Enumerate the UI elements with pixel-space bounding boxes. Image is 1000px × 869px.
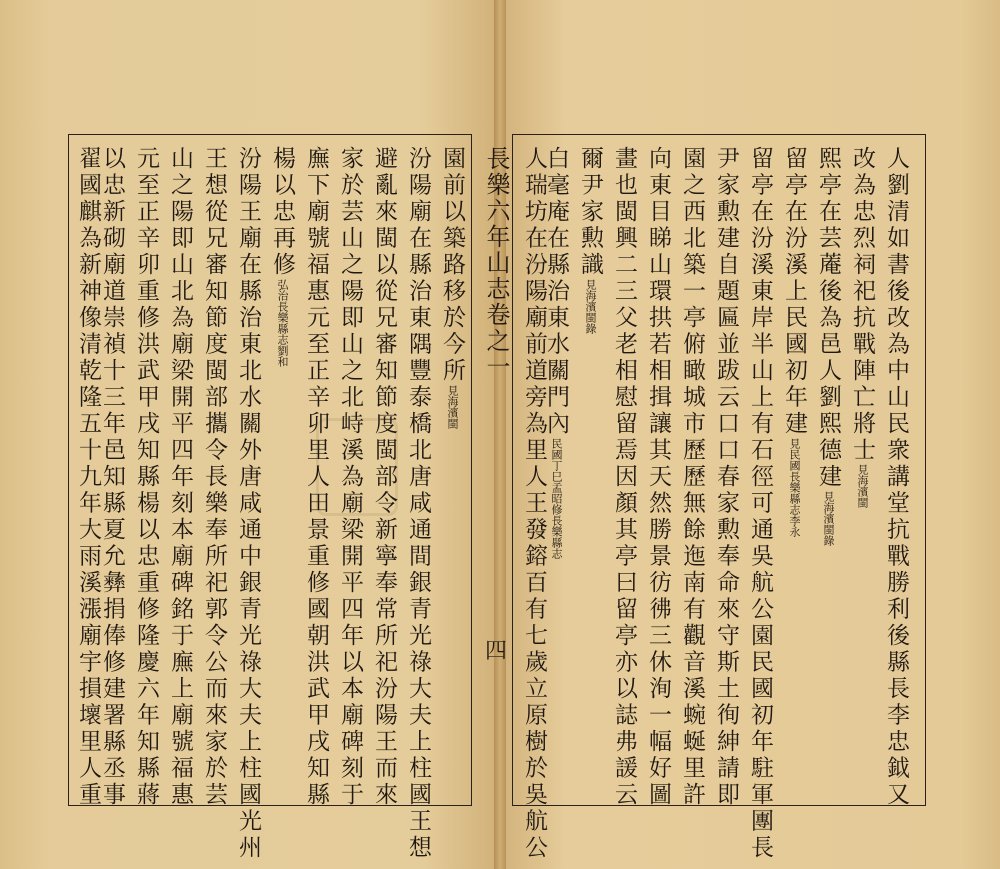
right-col-1: 人劉清如書後改為中山民衆講堂抗戰勝利後縣長李忠鉞又 <box>883 146 909 809</box>
left-col-4: 家於芸山之陽即山之北峙溪為廟梁開平四年以本廟碑刻于 <box>337 146 363 809</box>
left-col-5: 廡下廟號福惠元至正辛卯里人田景重修國朝洪武甲戌知縣 <box>303 146 329 809</box>
annotation-note: 見民國長樂縣志李永 <box>788 437 801 537</box>
right-col-6: 尹家勲建自題匾並跋云口口春家勲奉命來守斯土徇紳請即 <box>713 146 739 809</box>
right-col-3: 熙亭在芸蓭後為邑人劉熙德建見海濱閩錄 <box>815 146 841 546</box>
left-col-2: 汾陽廟在縣治東隅豐泰橋北唐咸通間銀青光祿大夫上柱國王想 <box>405 146 431 862</box>
right-col-4: 留亭在汾溪上民國初年建見民國長樂縣志李永 <box>781 146 807 537</box>
right-col-2: 改為忠烈祠祀抗戰陣亡將士見海濱閩 <box>849 146 875 508</box>
annotation-note: 弘治長樂縣志劉和 <box>276 278 289 367</box>
folio-number: 四 <box>484 639 507 664</box>
running-title: 長樂六年山志卷之一 <box>482 146 510 380</box>
left-col-9: 山之陽即山北為廟梁開平四年刻本廟碑銘于廡上廟號福惠 <box>167 146 193 809</box>
book-gutter <box>494 0 506 869</box>
annotation-note: 見海濱閩 <box>856 464 869 508</box>
left-col-7: 汾陽王廟在縣治東北水關外唐咸通中銀青光祿大夫上柱國光州 <box>235 146 261 862</box>
left-col-10: 元至正辛卯重修洪武甲戌知縣楊以忠重修隆慶六年知縣蔣 <box>133 146 159 809</box>
left-col-8: 王想從兄審知節度閩部攜令長樂奉所祀郭令公而來家於芸 <box>201 146 227 809</box>
annotation-note: 見海濱閩錄 <box>822 490 835 546</box>
left-col-6: 楊以忠再修弘治長樂縣志劉和 <box>269 146 295 367</box>
left-col-1: 園前以築路移於今所見海濱閩 <box>439 146 465 429</box>
annotation-note: 見海濱閩 <box>446 384 459 429</box>
right-col-9: 畫也閩興二三父老相慰留焉因顏其亭曰留亭亦以誌弗諼云 <box>611 146 637 809</box>
right-col-12: 人瑞坊在汾陽廟前道旁為里人王發鎔百有七歲立原樹於吳航公 <box>521 146 547 862</box>
right-col-5: 留亭在汾溪東岸半山上有石徑可通吳航公園民國初年駐軍團長 <box>747 146 773 862</box>
right-col-7: 園之西北築一亭俯瞰城市歷歷無餘迤南有觀音溪蜿蜒里許 <box>679 146 705 809</box>
right-col-11: 白毫庵在縣治東水關門內民國丁巳孟昭修長樂縣志 <box>543 146 569 559</box>
left-col-12: 翟國麒為新神像清乾隆五十九年大雨溪漲廟宇損壞里人重 <box>75 146 101 809</box>
annotation-note: 民國丁巳孟昭修長樂縣志 <box>550 437 563 559</box>
right-col-10: 爾尹家勲識見海濱閩錄 <box>577 146 603 334</box>
left-col-11: 以忠新砌廟道崇禎十三年邑知縣夏允彝捐俸修建署縣丞事 <box>99 146 125 809</box>
annotation-note: 見海濱閩錄 <box>584 278 597 334</box>
left-col-3: 避亂來閩以從兄審知節度閩部令新寧奉常所祀汾陽王而來 <box>371 146 397 809</box>
right-col-8: 向東目睇山環拱若相揖讓其天然勝景彷彿三休洵一幅好圖 <box>645 146 671 809</box>
